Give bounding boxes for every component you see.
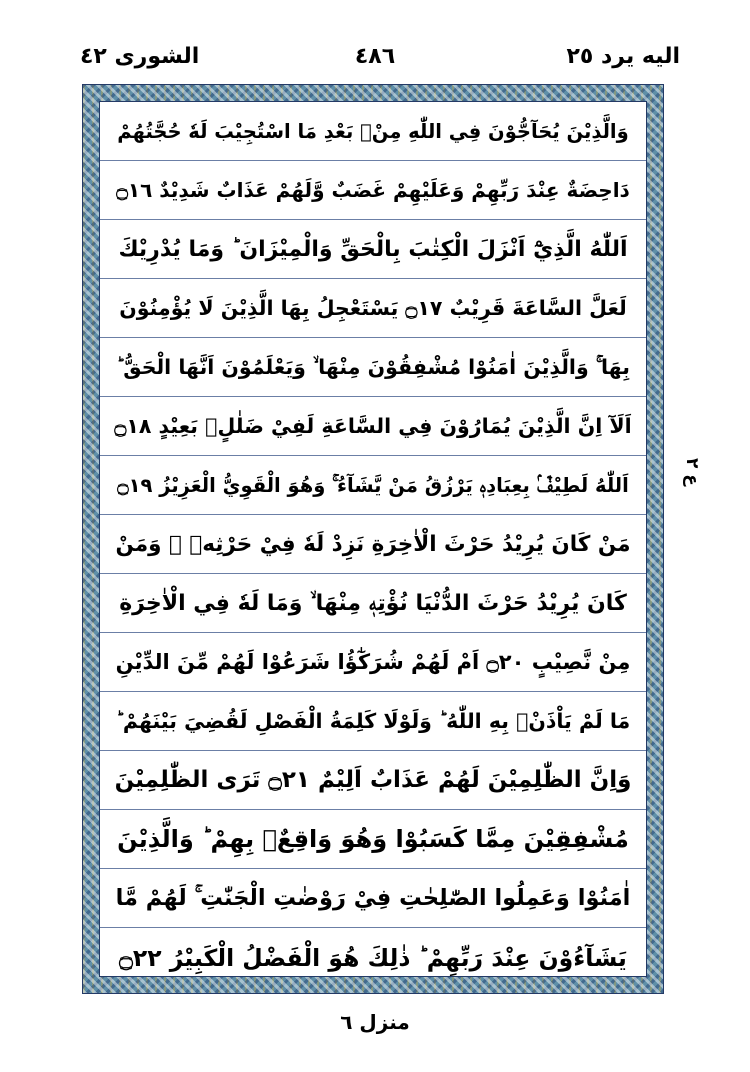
ornamental-border <box>82 84 664 994</box>
verse-line: دَاحِضَةٌ عِنْدَ رَبِّهِمْ وَعَلَيْهِمْ غَضَبٌ وَّلَهُمْ عَذَابٌ شَدِيْدٌ ۝١٦ <box>100 161 646 220</box>
ruku-margin-mark: ع ٢ <box>682 458 702 486</box>
verse-text-area <box>99 101 647 977</box>
verse-line: بِهَا ۚ وَالَّذِيْنَ اٰمَنُوْا مُشْفِقُوْنَ مِنْهَا ۙ وَيَعْلَمُوْنَ اَنَّهَا الْحَقُّ ؕ <box>100 338 646 397</box>
verse-line: اَلَآ اِنَّ الَّذِيْنَ يُمَارُوْنَ فِي السَّاعَةِ لَفِيْ ضَلٰلٍۢ بَعِيْدٍ ۝١٨ <box>100 397 646 456</box>
verse-line: كَانَ يُرِيْدُ حَرْثَ الدُّنْيَا نُؤْتِهٖ مِنْهَا ۙ وَمَا لَهٗ فِي الْاٰخِرَةِ <box>100 574 646 633</box>
verse-line: وَالَّذِيْنَ يُحَآجُّوْنَ فِي اللّٰهِ مِنْۢ بَعْدِ مَا اسْتُجِيْبَ لَهٗ حُجَّتُهُمْ <box>100 102 646 161</box>
verse-line: مُشْفِقِيْنَ مِمَّا كَسَبُوْا وَهُوَ وَاقِعٌۢ بِهِمْ ؕ وَالَّذِيْنَ <box>100 810 646 869</box>
verse-line: اَللّٰهُ لَطِيْفٌۢ بِعِبَادِهٖ يَرْزُقُ مَنْ يَّشَآءُ ۚ وَهُوَ الْقَوِيُّ الْعَزِيْزُ ۝١٩ <box>100 456 646 515</box>
manzil-footer: منزل ٦ <box>340 1010 410 1034</box>
verse-line: مَنْ كَانَ يُرِيْدُ حَرْثَ الْاٰخِرَةِ نَزِدْ لَهٗ فِيْ حَرْثِهٖ ۚ وَمَنْ <box>100 515 646 574</box>
verse-line: مَا لَمْ يَاْذَنْۢ بِهِ اللّٰهُ ؕ وَلَوْلَا كَلِمَةُ الْفَصْلِ لَقُضِيَ بَيْنَهُمْ ؕ <box>100 692 646 751</box>
verse-line: وَاِنَّ الظّٰلِمِيْنَ لَهُمْ عَذَابٌ اَلِيْمٌ ۝٢١ تَرَى الظّٰلِمِيْنَ <box>100 751 646 810</box>
verse-line: مِنْ نَّصِيْبٍ ۝٢٠ اَمْ لَهُمْ شُرَكٰٓؤُا شَرَعُوْا لَهُمْ مِّنَ الدِّيْنِ <box>100 633 646 692</box>
page-number: ٤٨٦ <box>354 44 396 69</box>
verse-line: لَعَلَّ السَّاعَةَ قَرِيْبٌ ۝١٧ يَسْتَعْجِلُ بِهَا الَّذِيْنَ لَا يُؤْمِنُوْنَ <box>100 279 646 338</box>
header-surah-label: الشورى ٤٢ <box>80 44 200 69</box>
verse-line: اَللّٰهُ الَّذِيْٓ اَنْزَلَ الْكِتٰبَ بِالْحَقِّ وَالْمِيْزَانَ ؕ وَمَا يُدْرِيْكَ <box>100 220 646 279</box>
verse-line: يَشَآءُوْنَ عِنْدَ رَبِّهِمْ ؕ ذٰلِكَ هُوَ الْفَضْلُ الْكَبِيْرُ ۝٢٢ <box>119 943 627 972</box>
verse-line: اٰمَنُوْا وَعَمِلُوا الصّٰلِحٰتِ فِيْ رَوْضٰتِ الْجَنّٰتِ ۚ لَهُمْ مَّا <box>100 869 646 928</box>
header-juz-label: اليه يرد ٢٥ <box>566 44 680 69</box>
